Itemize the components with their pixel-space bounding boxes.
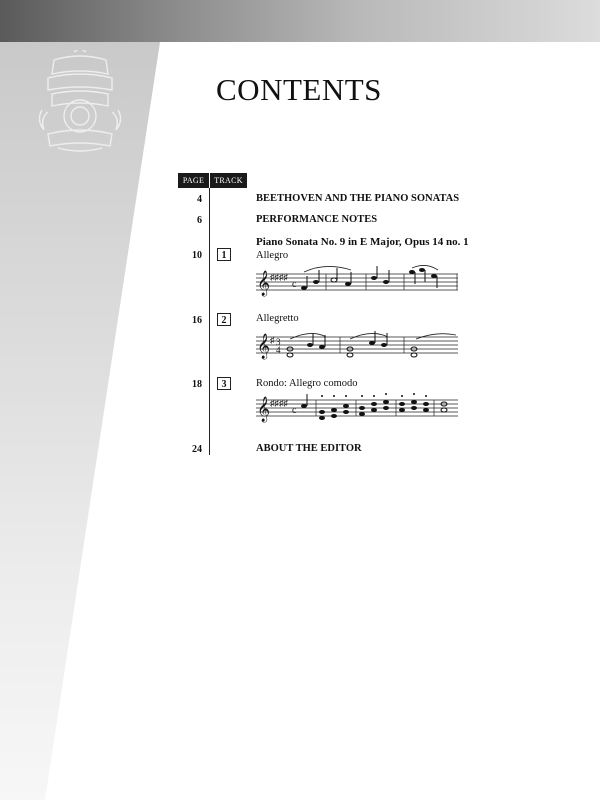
svg-text:♯♯♯♯: ♯♯♯♯ [270, 398, 288, 408]
top-gradient-band [0, 0, 600, 42]
music-incipit-3 [256, 390, 458, 424]
track-box[interactable]: 1 [217, 248, 231, 261]
sonata-title: Piano Sonata No. 9 in E Major, Opus 14 no. 1 [256, 236, 469, 248]
page-title: CONTENTS [216, 72, 382, 107]
svg-text:♯: ♯ [270, 335, 275, 345]
music-incipit-1 [256, 264, 458, 298]
page-number: 16 [192, 315, 202, 326]
svg-text:c: c [292, 405, 297, 416]
toc-entry-performance-notes[interactable]: PERFORMANCE NOTES [256, 214, 378, 225]
page-number: 18 [192, 379, 202, 390]
music-incipit-2 [256, 327, 458, 361]
track-box[interactable]: 2 [217, 313, 231, 326]
track-box[interactable]: 3 [217, 377, 231, 390]
column-header-track: TRACK [210, 173, 247, 188]
page-number: 10 [192, 250, 202, 261]
column-header-page: PAGE [178, 173, 209, 188]
page-number: 6 [197, 215, 202, 226]
publisher-crest-icon [34, 50, 126, 156]
movement-tempo: Allegro [256, 250, 289, 261]
movement-tempo: Allegretto [256, 313, 299, 324]
svg-text:c: c [292, 279, 297, 290]
toc-entry-about-editor[interactable]: ABOUT THE EDITOR [256, 443, 362, 454]
page-number: 24 [192, 444, 202, 455]
svg-text:♯♯♯♯: ♯♯♯♯ [270, 272, 288, 282]
column-divider [209, 188, 210, 455]
page-number: 4 [197, 194, 202, 205]
svg-text:𝄞: 𝄞 [257, 271, 271, 296]
toc-entry-beethoven[interactable]: BEETHOVEN AND THE PIANO SONATAS [256, 193, 460, 204]
svg-text:𝄞: 𝄞 [257, 334, 271, 359]
movement-tempo: Rondo: Allegro comodo [256, 378, 358, 389]
svg-text:4: 4 [276, 345, 281, 355]
svg-text:3: 3 [276, 337, 281, 347]
svg-text:𝄞: 𝄞 [257, 397, 271, 422]
